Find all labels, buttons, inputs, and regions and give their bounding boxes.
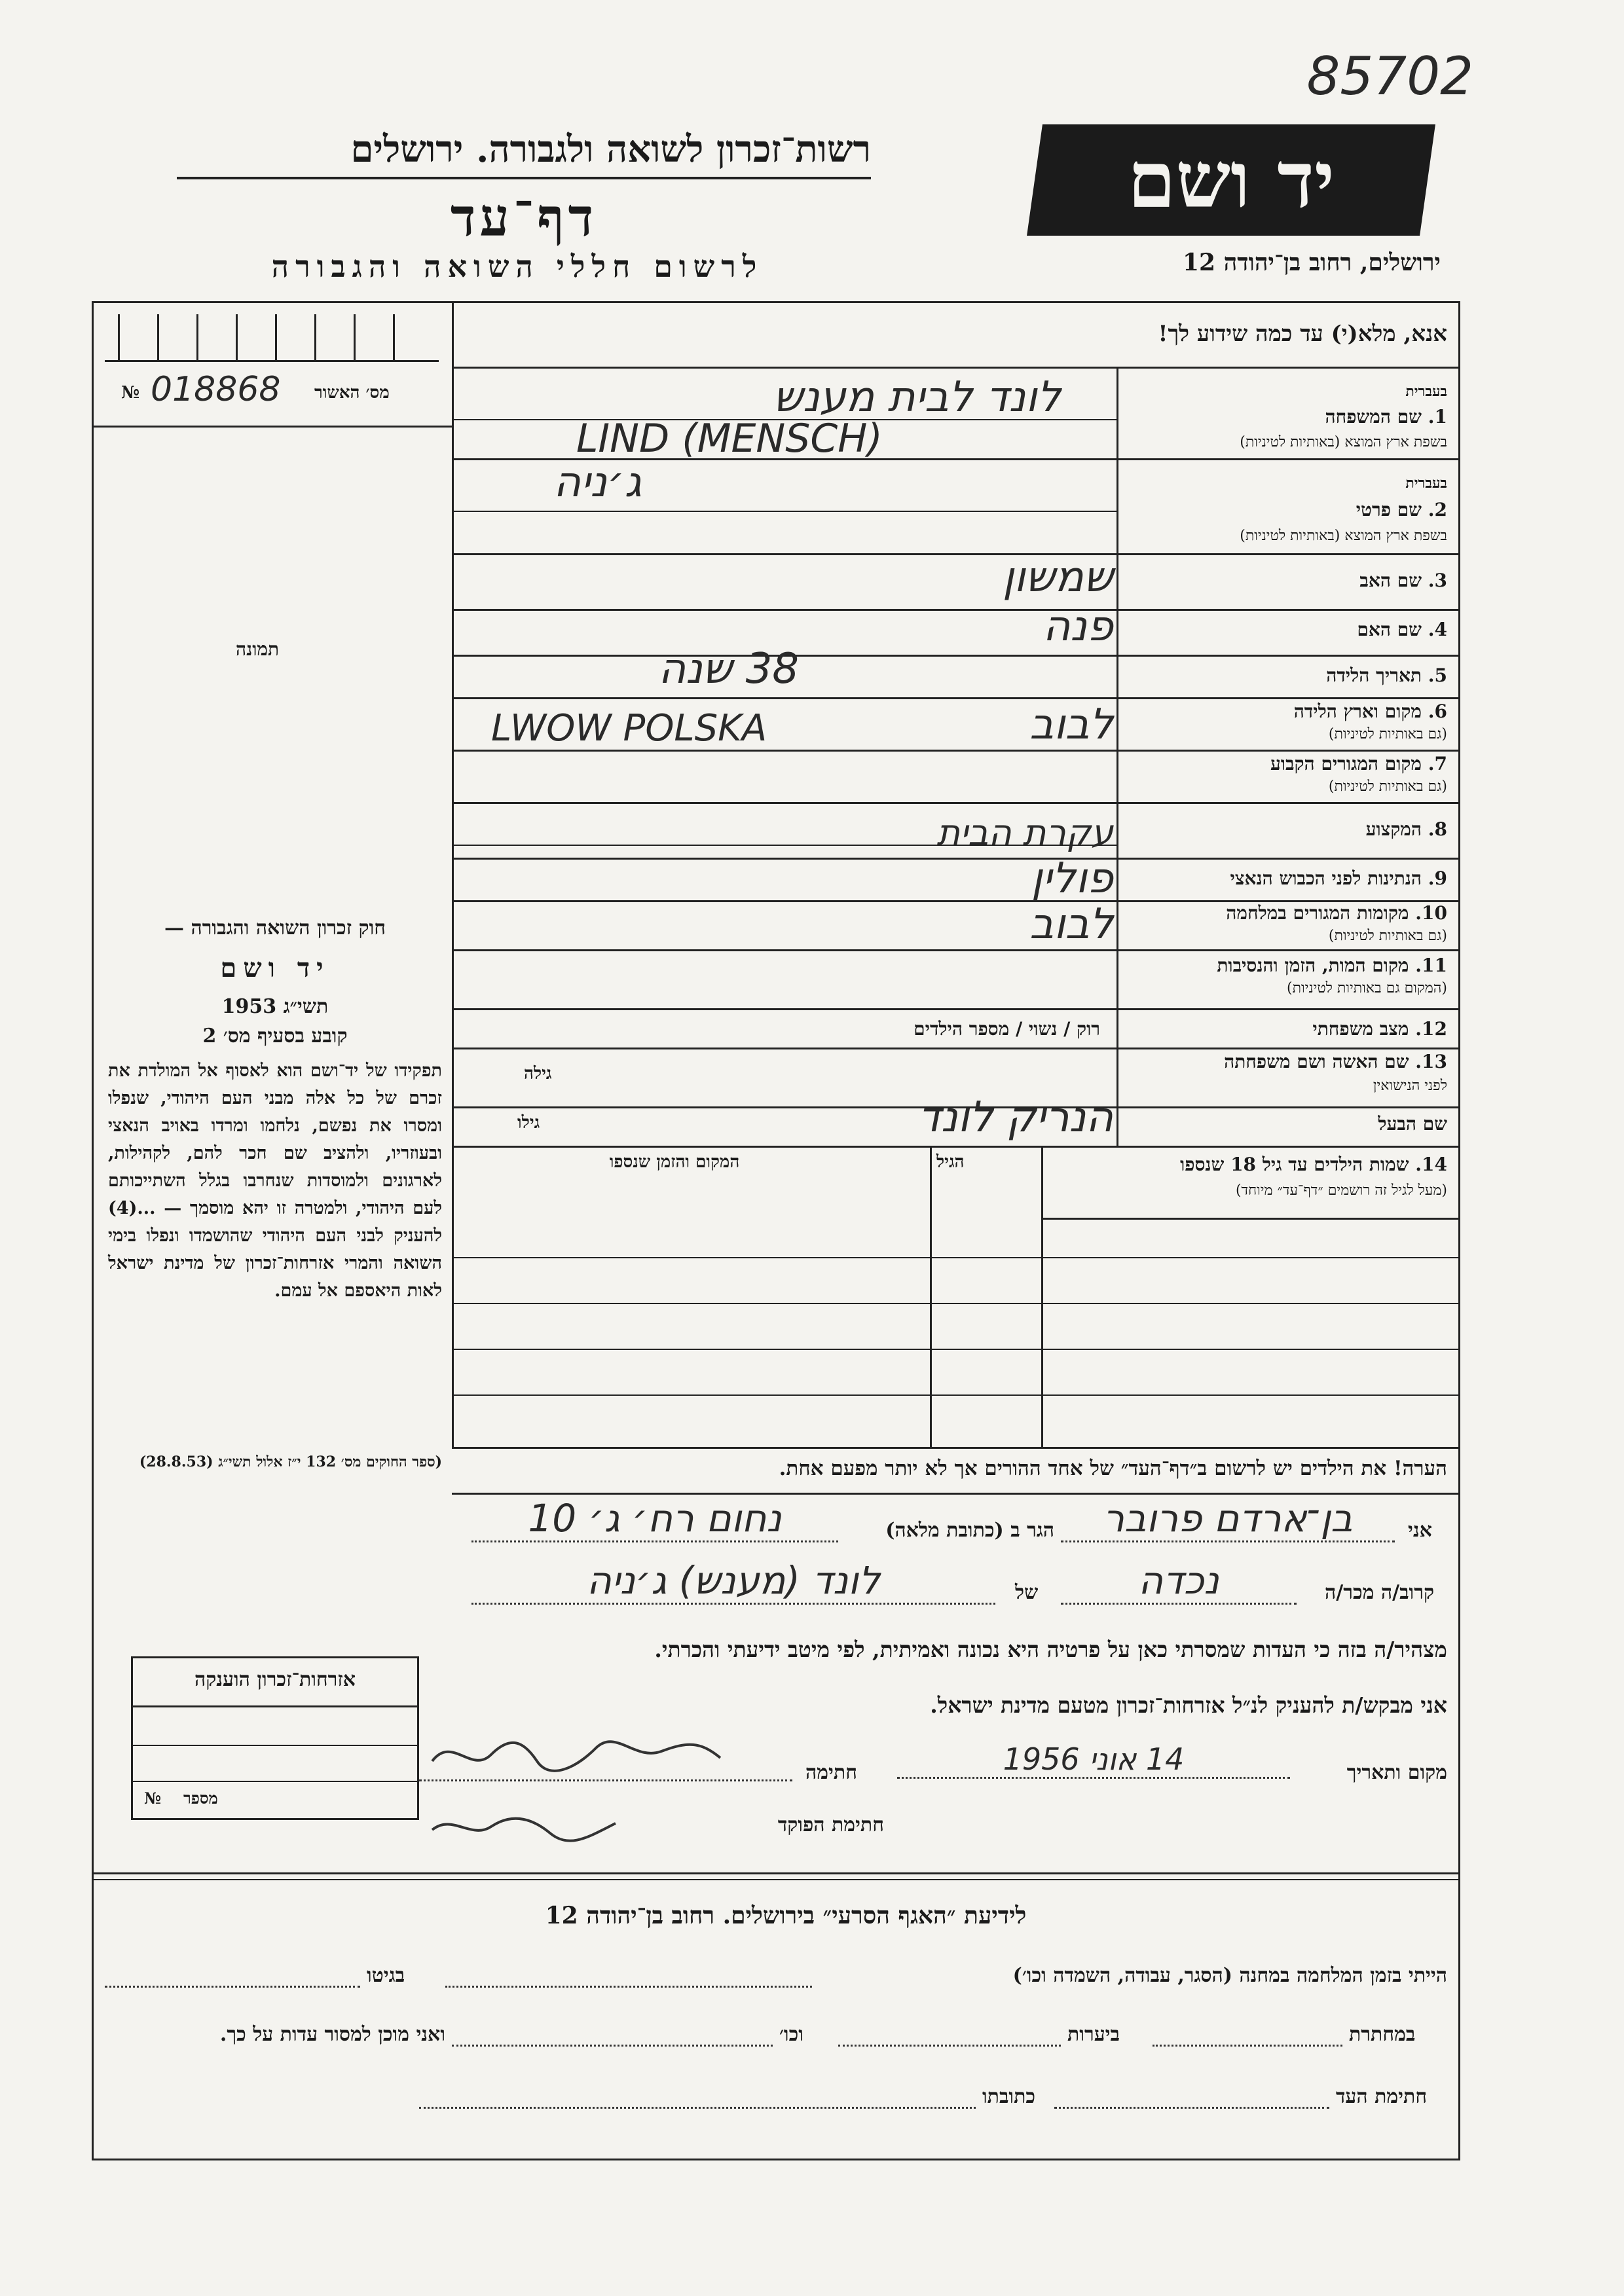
bottom-ready-label: ואני מוכן למסור עדות על כך. [219, 2023, 445, 2046]
memorial-title: אזרחות־זכרון הוענקה [194, 1668, 356, 1691]
decl-relation-value[interactable]: נכדה [1061, 1558, 1297, 1605]
top-instruction: אנא, מלא(י) עד כמה שידוע לך! [1158, 321, 1447, 347]
bottom-witness-sig-line[interactable] [1054, 2105, 1329, 2109]
bottom-underground-line[interactable] [1153, 2043, 1342, 2047]
decl-i-value[interactable]: בן־ארדם פרובר [1061, 1496, 1395, 1542]
f2-num: 2. [1428, 499, 1447, 520]
f14-col-age: הגיל [936, 1152, 965, 1172]
f13b-value[interactable]: הנריק לונד [918, 1093, 1113, 1142]
decl-i-label: אני [1408, 1519, 1432, 1542]
approval-prefix: № [121, 383, 140, 403]
f2-sub-latin: בשפת ארץ המוצא (באותיות לטיניות) [1240, 528, 1447, 544]
f2-label: שם פרטי [1356, 499, 1422, 520]
bottom-address-line[interactable] [419, 2105, 976, 2109]
decl-officer-label: חתימת הפוקד [777, 1813, 884, 1836]
law-footer: (ספר החוקים מס׳ 132 י״ז אלול תשי״ג (28.8.53) [139, 1453, 442, 1470]
f8-label: המקצוע [1365, 818, 1422, 840]
f7-num: 7. [1428, 753, 1447, 774]
f1-label: שם המשפחה [1325, 406, 1422, 428]
note: הערה! את הילדים יש לרשום ב״דף־העד״ של אחד ההורים אך לא יותר מפעם אחת. [779, 1457, 1447, 1480]
f5-num: 5. [1428, 665, 1447, 686]
approval-label: מס׳ האשור [314, 383, 390, 403]
f10-num: 10. [1415, 902, 1447, 924]
f6-value-latin[interactable]: LWOW POLSKA [491, 707, 767, 750]
f2-sub-hebrew: בעברית [1405, 475, 1447, 492]
f3-label: שם האב [1359, 570, 1422, 591]
decl-of-label: של [1015, 1581, 1039, 1604]
f1-sub-hebrew: בעברית [1405, 383, 1447, 400]
f12-options: רוק / נשוי / מספר הילדים [913, 1018, 1100, 1040]
f11-num: 11. [1415, 955, 1447, 976]
f4-value[interactable]: פנה [1043, 602, 1113, 651]
f11-sub: (המקום גם באותיות לטיניות) [1287, 980, 1447, 996]
f5-value[interactable]: 38 שנה [658, 645, 799, 693]
form-title: דף־עד [450, 187, 598, 248]
f3-num: 3. [1428, 570, 1447, 591]
f14-label: שמות הילדים עד גיל 18 שנספו [1180, 1154, 1409, 1175]
bottom-underground-label: במחתרת [1349, 2023, 1416, 2046]
f7-label: מקום המגורים הקבוע [1270, 753, 1422, 774]
archive-number: 85702 [1306, 46, 1473, 107]
f6-num: 6. [1428, 701, 1447, 722]
f2-value-hebrew[interactable]: ג׳ניה [553, 458, 642, 507]
f13b-label: שם הבעל [1378, 1113, 1447, 1135]
f11-label: מקום המות, הזמן והנסיבות [1217, 955, 1409, 976]
photo-label: תמונה [236, 638, 280, 660]
decl-statement1: מצהיר/ה בזה כי העדות שמסרתי כאן על פרטיה היא נכונה ואמיתית, לפי מיטב ידיעתי והכרתי. [654, 1637, 1447, 1662]
officer-signature-graphic [426, 1807, 622, 1846]
f3-value[interactable]: שמשון [1002, 553, 1113, 602]
f8-num: 8. [1428, 818, 1447, 840]
f10-sub: (גם באותיות לטיניות) [1328, 928, 1447, 944]
bottom-forest-line[interactable] [838, 2043, 1061, 2047]
decl-of-value[interactable]: לונד (מענש) ג׳ניה [471, 1558, 995, 1605]
bottom-etc-label: וכו׳ [779, 2023, 803, 2046]
f1-num: 1. [1428, 406, 1447, 428]
law-body: תפקידו של יד־ושם הוא לאסוף אל המולדת את זכרם של כל אלה מבני העם היהודי, שנפלו ומסרו את נפשם, נלחמו ומרדו באויב הנאצי ובעוזריו, ולהציב שם חכר להם, לקהילות, לארגונים ולמוסדות שנחרבו בגלל השתייכותם לעם היהודי, ולמטרה זו יהא מוסמך — ...(4) להעניק לבני העם היהודי שהושמדו ונפלו בימי השואה והמרי אזרחות־זכרון של מדינת ישראל לאות היאספם אל עמם. [108, 1061, 442, 1301]
f9-value[interactable]: פולין [1031, 854, 1113, 903]
f14-num: 14. [1415, 1154, 1447, 1175]
decl-date-value[interactable]: 14 אוני 1956 [897, 1741, 1290, 1779]
f1-value-hebrew[interactable]: לונד לבית מענש [773, 373, 1061, 422]
f6-value-hebrew[interactable]: לבוב [1029, 701, 1113, 749]
decl-resides-label: הגר ב (כתובת מלאה) [885, 1519, 1054, 1542]
f12-label: מצב משפחתי [1312, 1018, 1409, 1040]
approval-ticks [105, 314, 439, 362]
memorial-num-prefix: № [144, 1789, 162, 1808]
f4-label: שם האם [1357, 619, 1422, 640]
f13b-age-label: גילו [517, 1113, 540, 1133]
decl-relation-label: קרוב/ה מכר/ה [1325, 1581, 1434, 1604]
f1-value-latin[interactable]: LIND (MENSCH) [576, 416, 883, 462]
bottom-camp-line[interactable] [445, 1984, 812, 1988]
f10-label: מקומות המגורים במלחמה [1226, 902, 1409, 924]
law-clause: קובע בסעיף מס׳ 2 [202, 1025, 348, 1048]
approval-number: 018868 [151, 370, 281, 409]
f13-num: 13. [1415, 1051, 1447, 1072]
f13-sub: לפני הנישואין [1373, 1078, 1447, 1094]
bottom-forest-label: ביערות [1067, 2023, 1120, 2046]
f12-num: 12. [1415, 1018, 1447, 1040]
decl-statement2: אני מבקש/ת להעניק לנ״ל אזרחות־זכרון מטעם מדינת ישראל. [930, 1692, 1447, 1718]
f9-num: 9. [1428, 867, 1447, 889]
bottom-witness-sig-label: חתימת העד [1336, 2085, 1428, 2108]
f14-sub: (מעל לגיל זה רושמים ״דף־עד״ מיוחד) [1235, 1182, 1447, 1199]
f8-value[interactable]: עקרת הבית [936, 812, 1113, 853]
f5-label: תאריך הלידה [1326, 665, 1422, 686]
bottom-ghetto-label: בגיטו [367, 1964, 405, 1987]
f13-label: שם האשה ושם משפחתה [1224, 1051, 1409, 1072]
f6-sub: (גם באותיות לטיניות) [1328, 726, 1447, 742]
law-year: תשי״ג 1953 [221, 995, 329, 1018]
f14-col-place: המקום והזמן שנספו [609, 1152, 740, 1172]
bottom-title: לידיעת ״האגף הסרעי״ בירושלים. רחוב בן־יהודה 12 [545, 1902, 1027, 1929]
law-title: חוק זכרון השואה והגבורה — [164, 917, 386, 939]
f1-sub-latin: בשפת ארץ המוצא (באותיות לטיניות) [1240, 434, 1447, 450]
memorial-num-label: מספר [183, 1789, 218, 1808]
decl-signature-label: חתימה [805, 1761, 857, 1784]
decl-place-date-label: מקום ותאריך [1346, 1761, 1447, 1784]
f4-num: 4. [1428, 619, 1447, 640]
f7-sub: (גם באותיות לטיניות) [1328, 778, 1447, 795]
law-logo: יד ושם [220, 953, 330, 983]
f13-age-label: גילה [524, 1064, 552, 1084]
decl-resides-value[interactable]: נחום רח׳ ג׳ 10 [471, 1496, 838, 1542]
bottom-line1: הייתי בזמן המלחמה במחנה (הסגר, עבודה, השמדה וכו׳) [1012, 1964, 1447, 1987]
form-subtitle: לרשום חללי השואה והגבורה [271, 249, 764, 284]
address: ירושלים, רחוב בן־יהודה 12 [1182, 249, 1441, 276]
bottom-etc-line[interactable] [452, 2043, 773, 2047]
org-name: רשות־זכרון לשואה ולגבורה. ירושלים [350, 128, 871, 171]
signature-graphic [426, 1728, 727, 1781]
f10-value[interactable]: לבוב [1029, 900, 1113, 949]
logo-text: יד ושם [1127, 134, 1335, 225]
bottom-address-label: כתובתו [982, 2085, 1036, 2108]
bottom-ghetto-line[interactable] [105, 1984, 360, 1988]
f6-label: מקום וארץ הלידה [1293, 701, 1422, 722]
yad-vashem-logo [1027, 124, 1435, 236]
f9-label: הנתינות לפני הכבוש הנאצי [1230, 867, 1422, 889]
